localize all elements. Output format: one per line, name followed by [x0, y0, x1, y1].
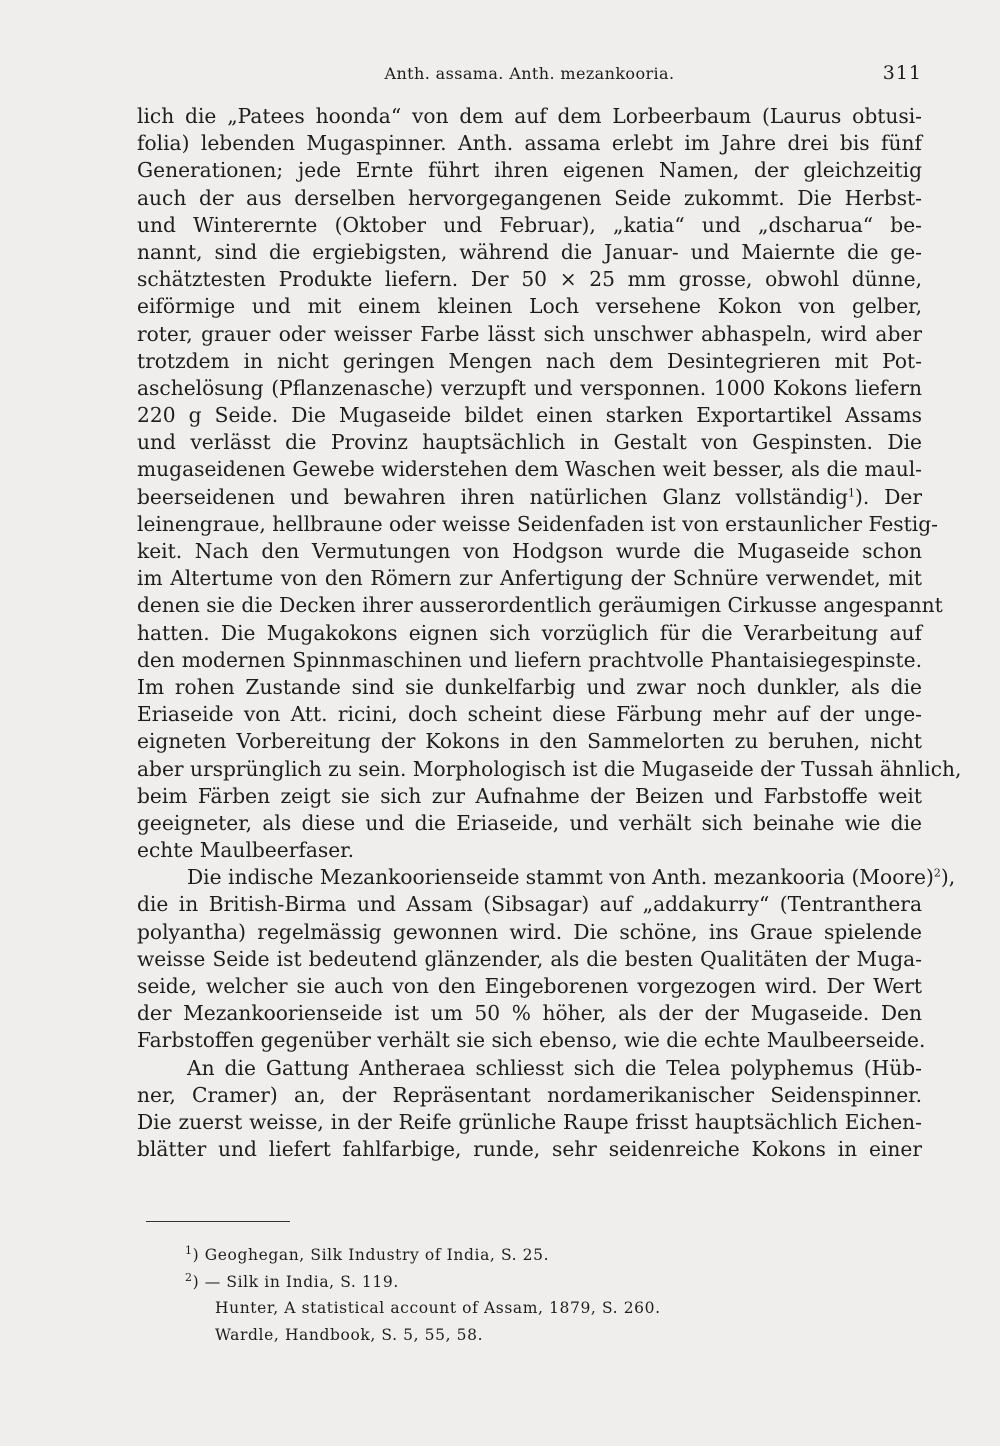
- text-line: An die Gattung Antheraea schliesst sich die Telea polyphemus (Hüb-: [187, 1055, 922, 1080]
- text-line: leinengraue, hellbraune oder weisse Seidenfaden ist von erstaunlicher Festig-: [137, 511, 938, 536]
- text-line: schätztesten Produkte liefern. Der 50 × 25 mm grosse, obwohl dünne,: [137, 267, 922, 292]
- footnote-marker: 2: [185, 1270, 193, 1284]
- text-line: weisse Seide ist bedeutend glänzender, als die besten Qualitäten der Muga-: [137, 946, 922, 971]
- paragraph-1: [137, 103, 962, 864]
- text-line: Eriaseide von Att. ricini, doch scheint diese Färbung mehr auf der unge-: [137, 702, 922, 727]
- footnote-item: [185, 1269, 805, 1296]
- text-line-with-footnote: [137, 484, 922, 511]
- footnote-marker: 2: [933, 866, 941, 880]
- text-line: roter, grauer oder weisser Farbe lässt sich unschwer abhaspeln, wird aber: [137, 321, 922, 346]
- text-line: mugaseidenen Gewebe widerstehen dem Waschen weit besser, als die maul-: [137, 457, 922, 482]
- text-line: die in British-Birma und Assam (Sibsagar) auf „addakurry“ (Tentranthera: [137, 892, 922, 917]
- text-line: eiförmige und mit einem kleinen Loch versehene Kokon von gelber,: [137, 294, 922, 319]
- text-line: trotzdem in nicht geringen Mengen nach dem Desintegrieren mit Pot-: [137, 348, 922, 373]
- footnote-divider: [146, 1221, 290, 1222]
- text-line: der Mezankoorienseide ist um 50 % höher, als der der Mugaseide. Den: [137, 1001, 922, 1026]
- text-line: echte Maulbeerfaser.: [137, 838, 355, 863]
- footnote-item: [185, 1242, 805, 1269]
- text-line: Die zuerst weisse, in der Reife grünliche Raupe frisst hauptsächlich Eichen-: [137, 1109, 922, 1134]
- text-line: keit. Nach den Vermutungen von Hodgson wurde die Mugaseide schon: [137, 539, 922, 563]
- text-line: ner, Cramer) an, der Repräsentant nordamerikanischer Seidenspinner.: [137, 1082, 922, 1107]
- text-line: aber ursprünglich zu sein. Morphologisch ist die Mugaseide der Tussah ähnlich,: [137, 756, 962, 781]
- text-line: geeigneter, als diese und die Eriaseide, und verhält sich beinahe wie die: [137, 810, 922, 835]
- text-line: Im rohen Zustande sind sie dunkelfarbig und zwar noch dunkler, als die: [137, 674, 922, 699]
- text-line: denen sie die Decken ihrer ausserordentlich geräumigen Cirkusse angespannt: [137, 593, 943, 618]
- text-line: 220 g Seide. Die Mugaseide bildet einen starken Exportartikel Assams: [137, 403, 922, 428]
- text-line: folia) lebenden Mugaspinner. Anth. assama erlebt im Jahre drei bis fünf: [137, 131, 922, 156]
- body-text: [137, 103, 962, 1163]
- text-line: im Altertume von den Römern zur Anfertigung der Schnüre verwendet, mit: [137, 566, 922, 591]
- footnote-marker: 1: [185, 1243, 193, 1257]
- footnote-text: ) — Silk in India, S. 119.: [192, 1272, 399, 1291]
- text-line: aschelösung (Pflanzenasche) verzupft und versponnen. 1000 Kokons liefern: [137, 375, 922, 400]
- text-line: auch der aus derselben hervorgegangenen Seide zukommt. Die Herbst-: [137, 185, 922, 210]
- footnote-item: [185, 1295, 805, 1322]
- text-line: und verlässt die Provinz hauptsächlich in Gestalt von Gespinsten. Die: [137, 430, 922, 455]
- text-line: polyantha) regelmässig gewonnen wird. Die schöne, ins Graue spielende: [137, 919, 922, 944]
- text-line-with-footnote: [137, 864, 956, 891]
- text-line: Generationen; jede Ernte führt ihren eigenen Namen, der gleichzeitig: [137, 158, 922, 183]
- text-line: nannt, sind die ergiebigsten, während die Januar- und Maiernte die ge-: [137, 239, 922, 264]
- running-header: [137, 62, 922, 92]
- text-line: seide, welcher sie auch von den Eingeborenen vorgezogen wird. Der Wert: [137, 974, 922, 998]
- footnote-text: Wardle, Handbook, S. 5, 55, 58.: [215, 1325, 484, 1344]
- footnote-marker: 1: [847, 485, 855, 499]
- footnote-text: ) Geoghegan, Silk Industry of India, S. 25.: [192, 1246, 550, 1264]
- text-line: hatten. Die Mugakokons eignen sich vorzüglich für die Verarbeitung auf: [137, 620, 922, 645]
- text-line: eigneten Vorbereitung der Kokons in den Sammelorten zu beruhen, nicht: [137, 729, 922, 754]
- text-segment: beerseidenen und bewahren ihren natürlichen Glanz vollständig: [137, 484, 848, 509]
- text-line: und Winterernte (Oktober und Februar), „katia“ und „dscharua“ be-: [137, 212, 922, 237]
- paragraph-3: [137, 1055, 922, 1164]
- text-line: Farbstoffen gegenüber verhält sie sich ebenso, wie die echte Maulbeerseide.: [137, 1028, 926, 1053]
- footnotes: [185, 1242, 805, 1348]
- text-segment: Die indische Mezankoorienseide stammt von Anth. mezankooria (Moore): [187, 865, 934, 890]
- running-title: Anth. assama. Anth. mezankooria.: [384, 64, 675, 83]
- text-line: den modernen Spinnmaschinen und liefern prachtvolle Phantaisiegespinste.: [137, 647, 922, 672]
- footnote-item: [185, 1322, 805, 1349]
- paragraph-2: [137, 864, 956, 1054]
- footnote-text: Hunter, A statistical account of Assam, 1879, S. 260.: [215, 1299, 661, 1318]
- text-segment: ). Der: [854, 484, 922, 509]
- text-segment: ),: [940, 865, 956, 890]
- text-line: blätter und liefert fahlfarbige, runde, sehr seidenreiche Kokons in einer: [137, 1137, 922, 1162]
- text-line: lich die „Patees hoonda“ von dem auf dem Lorbeerbaum (Laurus obtusi-: [137, 104, 922, 128]
- page-number: 311: [882, 62, 922, 84]
- text-line: beim Färben zeigt sie sich zur Aufnahme der Beizen und Farbstoffe weit: [137, 783, 922, 808]
